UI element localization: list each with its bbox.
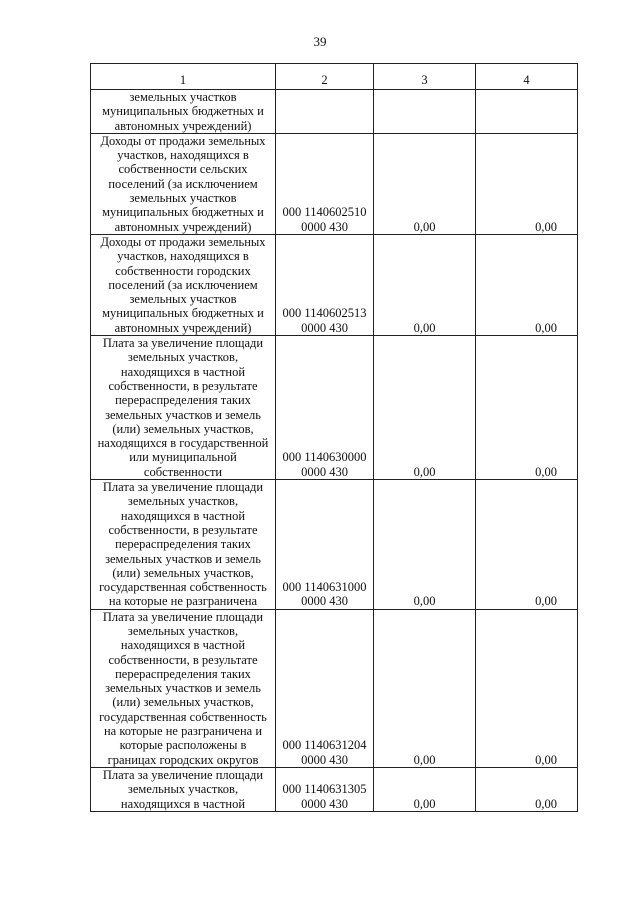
value-cell-col3: 0,00 bbox=[374, 234, 476, 335]
column-header-4: 4 bbox=[476, 64, 578, 90]
value-cell-col4: 0,00 bbox=[476, 336, 578, 480]
table-row bbox=[91, 609, 578, 767]
revenue-name-cell: Плата за увеличение площади земельных участков, находящихся в частной собственности, в результате перераспределения таких земельных участков и земель (или) земельных участков, государственная собственность на которые не разграничена bbox=[91, 480, 276, 610]
table-row bbox=[91, 336, 578, 480]
revenue-name-cell: Доходы от продажи земельных участков, находящихся в собственности городских поселений (за исключением земельных участков муниципальных бюджетных и автономных учреждений) bbox=[91, 234, 276, 335]
value-cell-col3: 0,00 bbox=[374, 480, 476, 610]
value-cell-col3: 0,00 bbox=[374, 336, 476, 480]
revenue-name-cell: Плата за увеличение площади земельных участков, находящихся в частной bbox=[91, 767, 276, 811]
value-cell-col3: 0,00 bbox=[374, 133, 476, 234]
revenue-code-cell: 000 1140602513 0000 430 bbox=[276, 234, 374, 335]
revenue-name-cell: Доходы от продажи земельных участков, находящихся в собственности сельских поселений (за исключением земельных участков муниципальных бюджетных и автономных учреждений) bbox=[91, 133, 276, 234]
value-cell-col4: 0,00 bbox=[476, 609, 578, 767]
column-header-2: 2 bbox=[276, 64, 374, 90]
table-row bbox=[91, 90, 578, 134]
revenue-name-cell: Плата за увеличение площади земельных участков, находящихся в частной собственности, в результате перераспределения таких земельных участков и земель (или) земельных участков, находящихся в государственной или муниципальной собственности bbox=[91, 336, 276, 480]
value-cell-col4: 0,00 bbox=[476, 767, 578, 811]
value-cell-col3: 0,00 bbox=[374, 767, 476, 811]
revenue-code-cell: 000 1140631204 0000 430 bbox=[276, 609, 374, 767]
revenue-code-cell: 000 1140602510 0000 430 bbox=[276, 133, 374, 234]
table-row bbox=[91, 480, 578, 610]
value-cell-col4: 0,00 bbox=[476, 480, 578, 610]
revenue-code-cell bbox=[276, 90, 374, 134]
page-number: 39 bbox=[313, 34, 327, 49]
table-row bbox=[91, 234, 578, 335]
table-row bbox=[91, 133, 578, 234]
column-header-3: 3 bbox=[374, 64, 476, 90]
table-row bbox=[91, 767, 578, 811]
revenue-name-cell: земельных участков муниципальных бюджетных и автономных учреждений) bbox=[91, 90, 276, 134]
value-cell-col4: 0,00 bbox=[476, 133, 578, 234]
value-cell-col3: 0,00 bbox=[374, 609, 476, 767]
value-cell-col4: 0,00 bbox=[476, 234, 578, 335]
column-header-1: 1 bbox=[91, 64, 276, 90]
revenue-code-cell: 000 1140631305 0000 430 bbox=[276, 767, 374, 811]
revenue-code-cell: 000 1140630000 0000 430 bbox=[276, 336, 374, 480]
value-cell-col4 bbox=[476, 90, 578, 134]
table-header-row bbox=[91, 64, 578, 90]
value-cell-col3 bbox=[374, 90, 476, 134]
revenue-code-cell: 000 1140631000 0000 430 bbox=[276, 480, 374, 610]
revenue-name-cell: Плата за увеличение площади земельных участков, находящихся в частной собственности, в результате перераспределения таких земельных участков и земель (или) земельных участков, государственная собственность на которые не разграничена и которые расположены в границах городских округов bbox=[91, 609, 276, 767]
budget-revenue-table bbox=[90, 63, 578, 812]
